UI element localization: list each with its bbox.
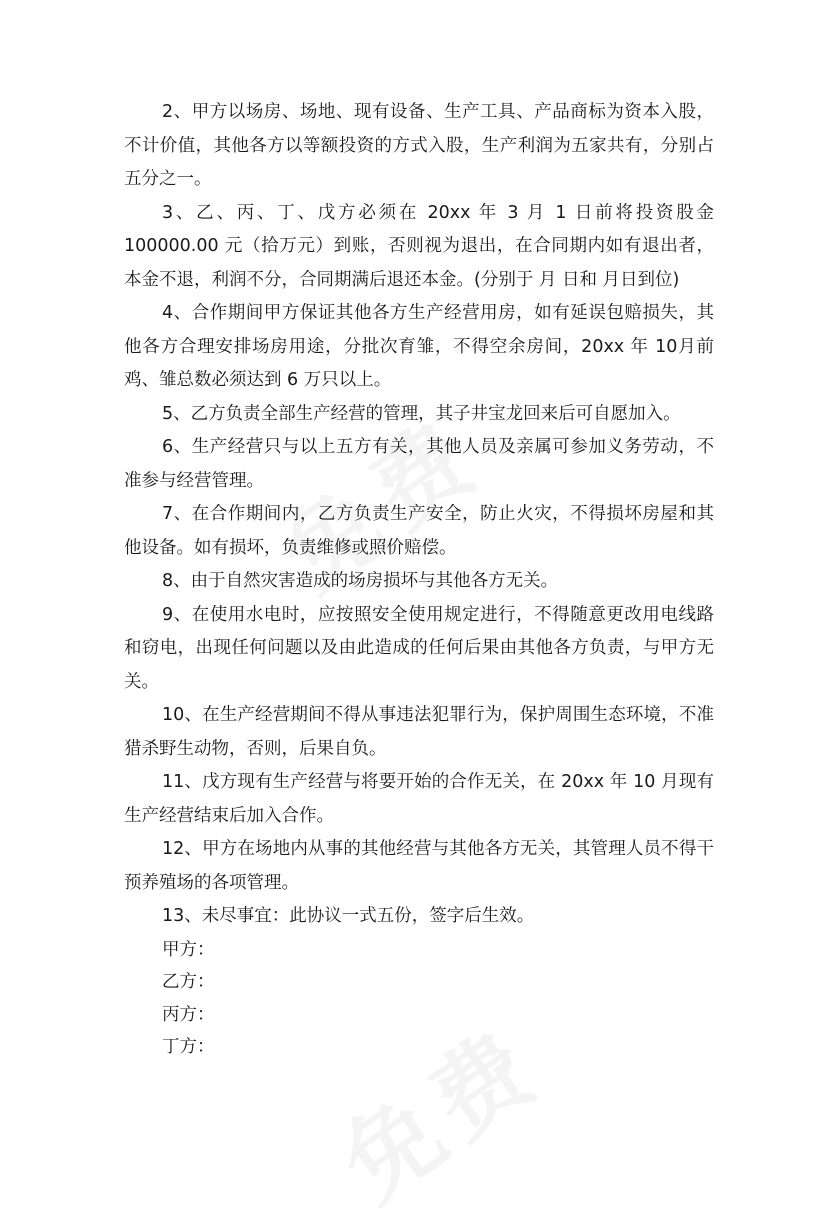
document-body [124,96,714,1064]
clause-5: 5、乙方负责全部生产经营的管理，其子井宝龙回来后可自愿加入。 [162,403,681,424]
clause-7: 7、在合作期间内，乙方负责生产安全，防止火灾，不得损坏房屋和其他设备。如有损坏，负责维修或照价赔偿。 [124,504,714,558]
clause-3: 3、乙、丙、丁、戊方必须在 20xx 年 3 月 1 日前将投资股金100000.00 元（拾万元）到账，否则视为退出，在合同期内如有退出者，本金不退，利润不分，合同期满后退还本金。(分别于 月 日和 月日到位) [124,202,714,290]
clause-4: 4、合作期间甲方保证其他各方生产经营用房，如有延误包赔损失，其他各方合理安排场房用途，分批次育雏，不得空余房间，20xx 年 10月前鸡、雏总数必须达到 6 万只以上。 [124,303,714,390]
clause-10: 10、在生产经营期间不得从事违法犯罪行为，保护周围生态环境，不准猎杀野生动物，否则，后果自负。 [124,705,714,759]
signature-party-d: 丁方： [162,1037,215,1057]
signature-party-c: 丙方： [162,1004,215,1025]
clause-6: 6、生产经营只与以上五方有关，其他人员及亲属可参加义务劳动，不准参与经营管理。 [124,437,714,491]
clause-13: 13、未尽事宜：此协议一式五份，签字后生效。 [162,906,535,926]
clause-2: 2、甲方以场房、场地、现有设备、生产工具、产品商标为资本入股，不计价值，其他各方以等额投资的方式入股，生产利润为五家共有，分别占五分之一。 [124,102,714,189]
clause-9: 9、在使用水电时，应按照安全使用规定进行，不得随意更改用电线路和窃电，出现任何问题以及由此造成的任何后果由其他各方负责，与甲方无关。 [124,604,714,692]
signature-party-a: 甲方： [162,939,215,960]
clause-12: 12、甲方在场地内从事的其他经营与其他各方无关，其管理人员不得干预养殖场的各项管理。 [124,839,714,893]
clause-11: 11、戊方现有生产经营与将要开始的合作无关，在 20xx 年 10 月现有生产经营结束后加入合作。 [124,772,714,826]
signature-party-b: 乙方： [162,972,215,992]
clause-8: 8、由于自然灾害造成的场房损坏与其他各方无关。 [162,571,559,591]
